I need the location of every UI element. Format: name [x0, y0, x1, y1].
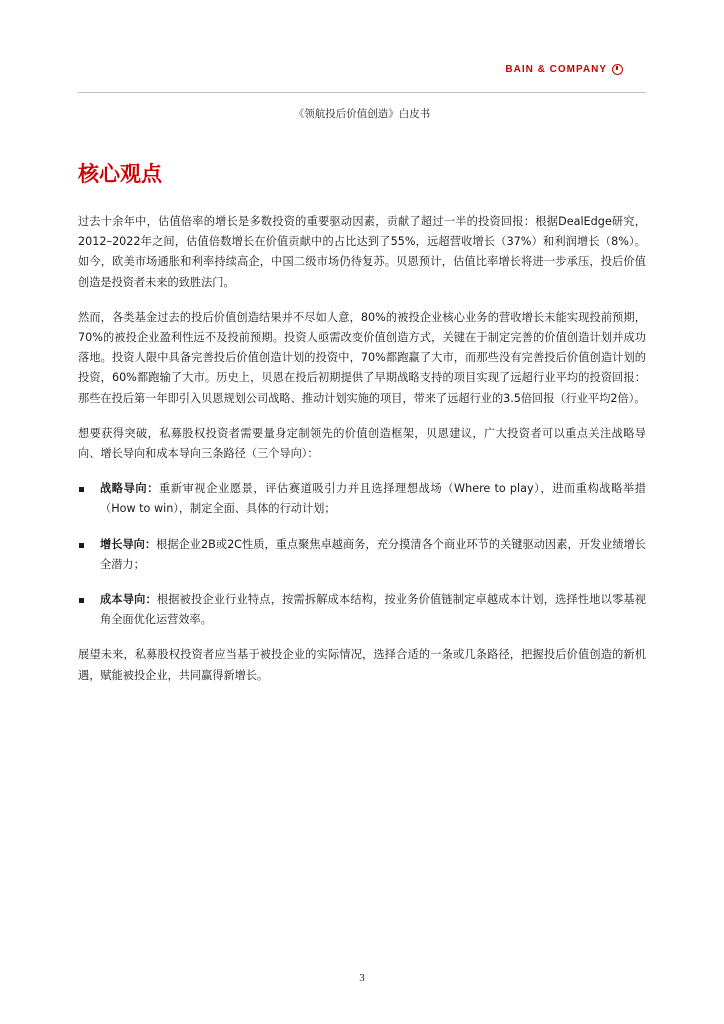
square-bullet-icon	[79, 598, 84, 603]
bullet-heading: 成本导向：	[100, 593, 157, 607]
bullet-item-cost	[78, 590, 646, 630]
brand-mark-icon	[612, 64, 623, 75]
page-number: 3	[359, 972, 365, 984]
page-heading: 核心观点	[78, 162, 162, 186]
paragraph: 过去十余年中，估值倍率的增长是多数投资的重要驱动因素，贡献了超过一半的投资回报：根据DealEdge研究，2012–2022年之间，估值倍数增长在价值贡献中的占比达到了55%，远超营收增长（37%）和利润增长（8%）。如今，欧美市场通胀和利率持续高企，中国二级市场仍待复苏。贝恩预计，估值比率增长将进一步承压，投后价值创造是投资者未来的致胜法门。	[78, 215, 646, 289]
bullet-heading: 战略导向：	[100, 482, 160, 496]
square-bullet-icon	[79, 487, 84, 492]
brand-name: BAIN & COMPANY	[505, 64, 607, 75]
bullet-heading: 增长导向：	[100, 537, 157, 551]
bullet-item-growth	[78, 535, 646, 575]
square-bullet-icon	[79, 543, 84, 548]
paragraph: 然而，各类基金过去的投后价值创造结果并不尽如人意，80%的被投企业核心业务的营收增长未能实现投前预期，70%的被投企业盈利性远不及投前预期。投资人亟需改变价值创造方式，关键在于制定完善的价值创造计划并成功落地。投资人限中具备完善投后价值创造计划的投资中，70%都跑赢了大市，而那些没有完善投后价值创造计划的投资，60%都跑输了大市。历史上，贝恩在投后初期提供了早期战略支持的项目实现了远超行业平均的投资回报：那些在投后第一年即引入贝恩规划公司战略、推动计划实施的项目，带来了远超行业的3.5倍回报（行业平均2倍）。	[78, 310, 646, 405]
bullet-text: 根据被投企业行业特点，按需拆解成本结构，按业务价值链制定卓越成本计划，选择性地以零基视角全面优化运营效率。	[100, 593, 646, 627]
document-title: 《领航投后价值创造》白皮书	[293, 108, 431, 120]
header-divider	[78, 92, 646, 93]
paragraph: 想要获得突破，私募股权投资者需要量身定制领先的价值创造框架，贝恩建议，广大投资者可以重点关注战略导向、增长导向和成本导向三条路径（三个导向）：	[78, 426, 646, 461]
body-content	[78, 212, 646, 701]
brand-logo	[505, 64, 623, 75]
strategy-bullet-list	[78, 479, 646, 630]
bullet-item-strategy	[78, 479, 646, 519]
bullet-text: 根据企业2B或2C性质，重点聚焦卓越商务，充分摸清各个商业环节的关键驱动因素，开发业绩增长全潜力；	[100, 537, 646, 571]
closing-paragraph: 展望未来，私募股权投资者应当基于被投企业的实际情况，选择合适的一条或几条路径，把握投后价值创造的新机遇，赋能被投企业，共同赢得新增长。	[78, 648, 646, 682]
bullet-text: 重新审视企业愿景，评估赛道吸引力并且选择理想战场（Where to play），进而重构战略举措（How to win），制定全面、具体的行动计划；	[100, 482, 646, 516]
